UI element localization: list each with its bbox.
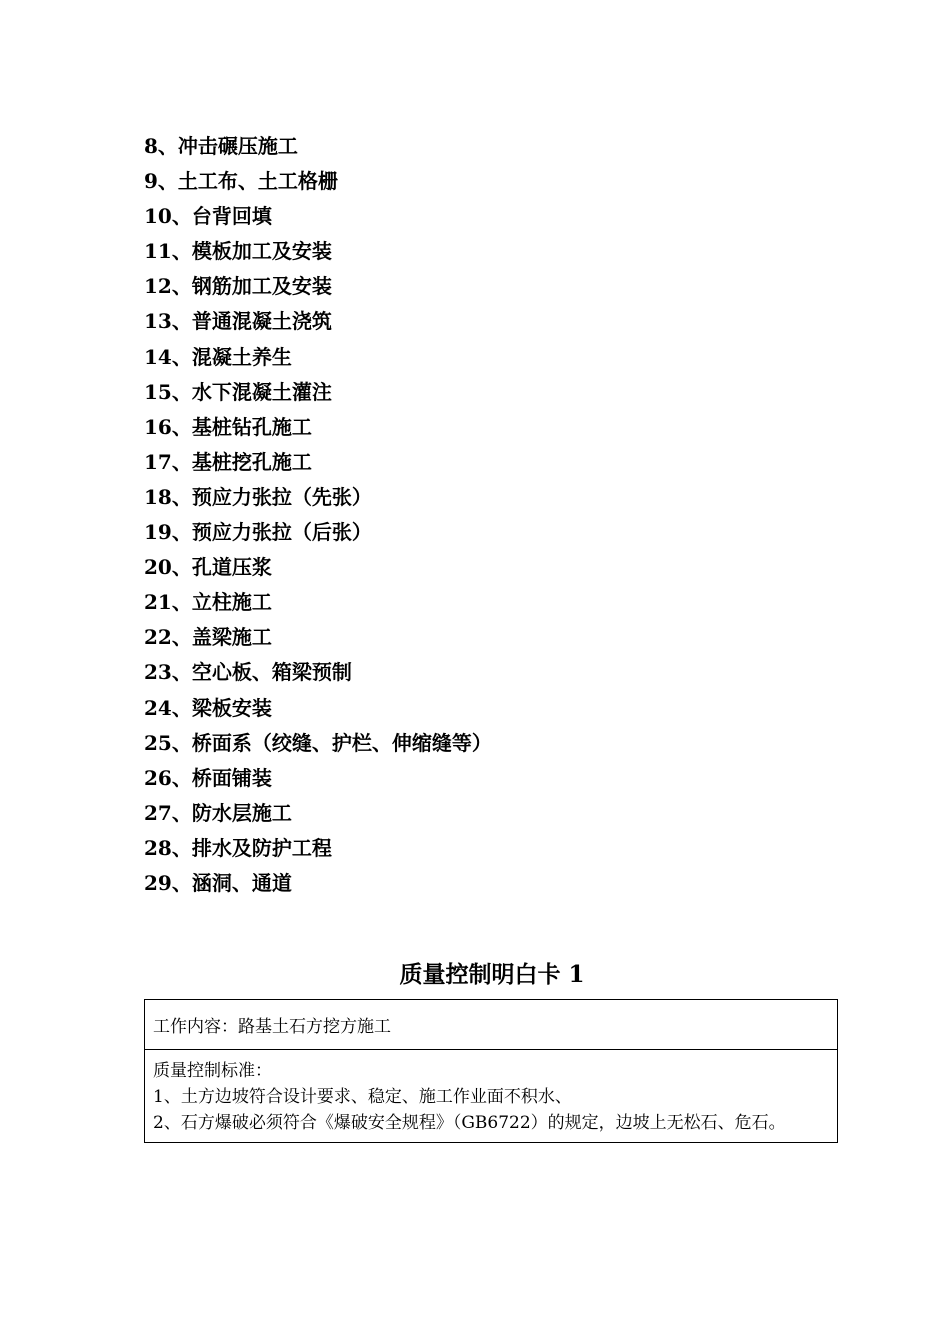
toc-item: 21、立柱施工: [144, 590, 272, 615]
toc-item: 22、盖梁施工: [144, 625, 272, 650]
quality-standard-section: [145, 1050, 837, 1142]
toc-list: [144, 129, 492, 901]
toc-item: 17、基桩挖孔施工: [144, 449, 312, 474]
toc-item: 24、梁板安装: [144, 695, 272, 720]
quality-control-card: [144, 999, 838, 1143]
toc-item: 29、涵洞、通道: [144, 870, 292, 895]
toc-item: 10、台背回填: [144, 204, 272, 229]
standard-line: 2、石方爆破必须符合《爆破安全规程》（GB6722）的规定，边坡上无松石、危石。: [153, 1113, 786, 1133]
card-title: 质量控制明白卡 1: [399, 961, 585, 988]
toc-item: 13、普通混凝土浇筑: [144, 309, 332, 334]
toc-item: 9、土工布、土工格栅: [144, 169, 338, 194]
toc-item: 28、排水及防护工程: [144, 835, 332, 860]
toc-item: 27、防水层施工: [144, 800, 292, 825]
toc-item: 14、混凝土养生: [144, 344, 292, 369]
toc-item: 25、桥面系（绞缝、护栏、伸缩缝等）: [144, 730, 492, 755]
toc-item: 16、基桩钻孔施工: [144, 414, 312, 439]
toc-item: 19、预应力张拉（后张）: [144, 520, 372, 545]
toc-item: 23、空心板、箱梁预制: [144, 660, 352, 685]
toc-item: 26、桥面铺装: [144, 765, 272, 790]
toc-item: 8、冲击碾压施工: [144, 134, 298, 158]
toc-item: 15、水下混凝土灌注: [144, 379, 332, 404]
standard-line: 1、土方边坡符合设计要求、稳定、施工作业面不积水、: [153, 1087, 572, 1107]
standard-heading: 质量控制标准：: [153, 1061, 272, 1081]
toc-item: 11、模板加工及安装: [144, 239, 332, 264]
toc-item: 20、孔道压浆: [144, 555, 272, 580]
toc-item: 12、钢筋加工及安装: [144, 274, 332, 299]
toc-item: 18、预应力张拉（先张）: [144, 484, 372, 509]
work-content: 工作内容：路基土石方挖方施工: [145, 1000, 837, 1050]
